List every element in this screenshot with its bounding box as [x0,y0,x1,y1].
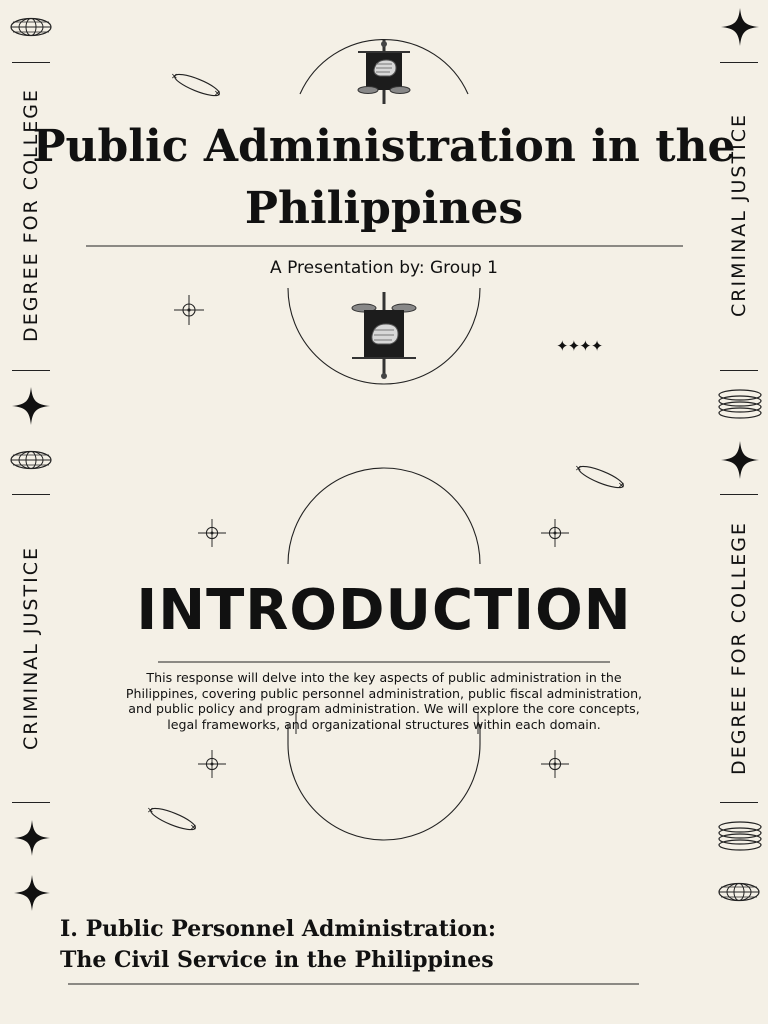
section-heading-line-1: I. Public Personnel Administration: [60,916,497,942]
left-rail-top-label: DEGREE FOR COLLEGE [20,88,42,342]
intro-line: Philippines, covering public personnel administration, public fiscal administration, [125,685,643,701]
svg-text:✕: ✕ [214,89,221,98]
right-rail-top-label: CRIMINAL JUSTICE [728,113,750,317]
crosshair-icon [174,295,204,325]
intro-heading: INTRODUCTION [136,578,632,643]
four-stars-icon: ✦✦✦✦ [556,337,603,355]
title-line-2: Philippines [244,183,524,234]
intro-line: This response will delve into the key aspects of public administration in the [146,670,622,685]
section-heading-line-2: The Civil Service in the Philippines [60,947,494,973]
crosshair-icon [541,750,569,778]
page-title [0,116,768,240]
svg-text:✕: ✕ [575,464,582,473]
orbit-icon [170,70,224,100]
svg-text:✕: ✕ [171,72,178,81]
justice-scales-icon [354,40,414,106]
left-rail-bottom-label: CRIMINAL JUSTICE [20,546,42,750]
crosshair-icon [541,519,569,547]
section-heading [60,914,496,976]
orbit-icon [574,462,628,492]
svg-text:✕: ✕ [190,823,197,832]
right-rail-bottom-label: DEGREE FOR COLLEGE [728,521,750,775]
title-line-1: Public Administration in the [32,121,736,172]
subtitle: A Presentation by: Group 1 [270,258,498,278]
crosshair-icon [198,750,226,778]
justice-scales-icon [350,292,418,380]
intro-paragraph [124,670,644,732]
intro-line: and public policy and program administration. We will explore the core concepts, [128,701,640,716]
svg-text:✕: ✕ [147,806,154,815]
intro-line: legal frameworks, and organizational structures within each domain. [167,716,601,732]
orbit-icon [146,804,200,834]
crosshair-icon [198,519,226,547]
svg-text:✕: ✕ [618,481,625,490]
